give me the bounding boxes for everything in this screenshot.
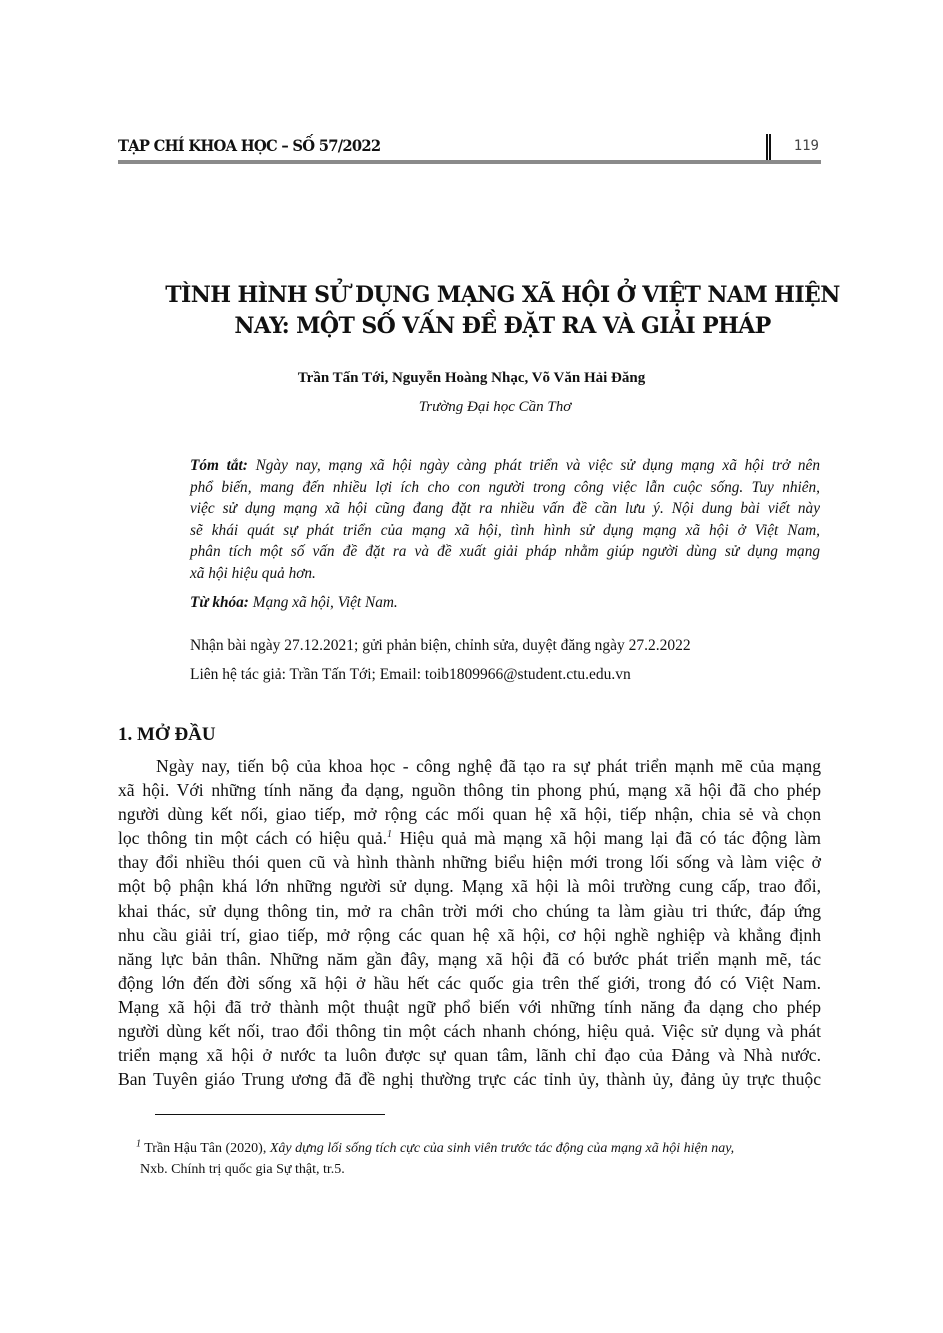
- footnote-reference[interactable]: 1: [387, 829, 393, 841]
- abstract-line: việc sử dụng mạng xã hội cũng đang đặt ra nhiều vấn đề cần lưu ý. Nội dung bài viết này: [190, 500, 820, 518]
- article-title-line-1: TÌNH HÌNH SỬ DỤNG MẠNG XÃ HỘI Ở VIỆT NAM HIỆN: [165, 282, 840, 308]
- body-paragraph: [118, 754, 821, 1091]
- keywords: [190, 594, 398, 612]
- body-line: nhu cầu giải trí, giao tiếp, mở rộng các quan hệ xã hội, cơ hội nghề nghiệp và khẳng định: [118, 924, 821, 945]
- footnote-author: Trần Hậu Tân (2020),: [141, 1141, 270, 1156]
- body-line: người dùng kết nối, giao tiếp, mở rộng các mối quan hệ xã hội, tiếp nhận, chia sẻ và chọn: [118, 804, 821, 825]
- footnote-title: Xây dựng lối sống tích cực của sinh viên trước tác động của mạng xã hội hiện nay,: [269, 1141, 735, 1156]
- keywords-label: Từ khóa:: [190, 594, 249, 611]
- abstract-line: phổ biến, mang đến nhiều lợi ích cho con người trong công việc lẫn cuộc sống. Tuy nhiên,: [190, 478, 820, 496]
- author-contact: Liên hệ tác giả: Trần Tấn Tới; Email: toib1809966@student.ctu.edu.vn: [190, 666, 631, 683]
- body-line: một bộ phận khá lớn những người sử dụng. Mạng xã hội là môi trường cung cấp, trao đổi,: [118, 876, 821, 897]
- body-line: Ban Tuyên giáo Trung ương đã đề nghị thường trực các tỉnh ủy, thành ủy, đảng ủy trực thuộc: [118, 1069, 821, 1090]
- journal-title: TẠP CHÍ KHOA HỌC – SỐ 57/2022: [118, 136, 381, 155]
- body-line: Mạng xã hội đã trở thành một thuật ngữ phổ biến với những tính năng đa dạng cho phép: [118, 996, 821, 1017]
- page-number: 119: [793, 138, 819, 154]
- authors: Trần Tấn Tới, Nguyễn Hoàng Nhạc, Võ Văn Hải Đăng: [297, 370, 646, 386]
- abstract-line: phân tích một số vấn đề đặt ra và đề xuất giải pháp nhằm giúp người dùng sử dụng mạng: [190, 543, 820, 561]
- body-line: thay đổi nhiều thói quen cũ và hình thành những biểu hiện mới trong lối sống và làm việc ở: [118, 852, 821, 873]
- received-dates: Nhận bài ngày 27.12.2021; gửi phản biện, chỉnh sửa, duyệt đăng ngày 27.2.2022: [190, 637, 691, 654]
- body-line: Ngày nay, tiến bộ của khoa học - công nghệ đã tạo ra sự phát triển mạnh mẽ của mạng: [156, 756, 821, 776]
- body-line-text: Hiệu quả mà mạng xã hội mang lại đã có tác động làm: [392, 828, 821, 849]
- footnote-mark: 1: [136, 1138, 141, 1150]
- body-line: xã hội. Với những tính năng đa dạng, nguồn thông tin phong phú, mạng xã hội đã cho phép: [118, 780, 821, 801]
- abstract-line: Ngày nay, mạng xã hội ngày càng phát triển và việc sử dụng mạng xã hội trở nên: [255, 457, 820, 474]
- abstract-line: sẽ khái quát sự phát triển của mạng xã hội, tình hình sử dụng mạng xã hội ở Việt Nam,: [190, 521, 820, 539]
- body-line: [118, 826, 821, 850]
- abstract: [190, 455, 820, 585]
- article-title-line-2: NAY: MỘT SỐ VẤN ĐỀ ĐẶT RA VÀ GIẢI PHÁP: [234, 313, 771, 339]
- abstract-line: xã hội hiệu quả hơn.: [190, 564, 316, 582]
- footnote: [118, 1138, 821, 1180]
- footnote-publisher: Nxb. Chính trị quốc gia Sự thật, tr.5.: [140, 1162, 345, 1177]
- body-line-text: lọc thông tin một cách có hiệu quả.: [118, 828, 388, 849]
- keywords-value: Mạng xã hội, Việt Nam.: [252, 594, 398, 611]
- running-header: [118, 134, 821, 164]
- section-heading: 1. MỞ ĐẦU: [118, 724, 216, 745]
- body-line: năng lực bản thân. Những năm gần đây, mạng xã hội đã có bước phát triển mạnh mẽ, tác: [118, 948, 821, 969]
- footnote-separator: [155, 1114, 385, 1115]
- body-line: triển mạng xã hội ở nước ta luôn được sự quan tâm, lãnh chỉ đạo của Đảng và Nhà nước.: [118, 1045, 821, 1066]
- body-line: khai thác, sử dụng thông tin, mở ra chân trời mới cho chúng ta làm giàu tri thức, đáp ứng: [118, 900, 821, 921]
- header-divider: [766, 134, 771, 160]
- affiliation: Trường Đại học Cần Thơ: [418, 399, 572, 415]
- abstract-label: Tóm tắt:: [190, 457, 248, 474]
- body-line: người dùng kết nối, trao đổi thông tin một cách nhanh chóng, hiệu quả. Việc sử dụng và phát: [118, 1021, 821, 1042]
- body-line: động lớn đến đời sống xã hội ở hầu hết các quốc gia trên thế giới, trong đó có Việt Nam.: [118, 972, 821, 993]
